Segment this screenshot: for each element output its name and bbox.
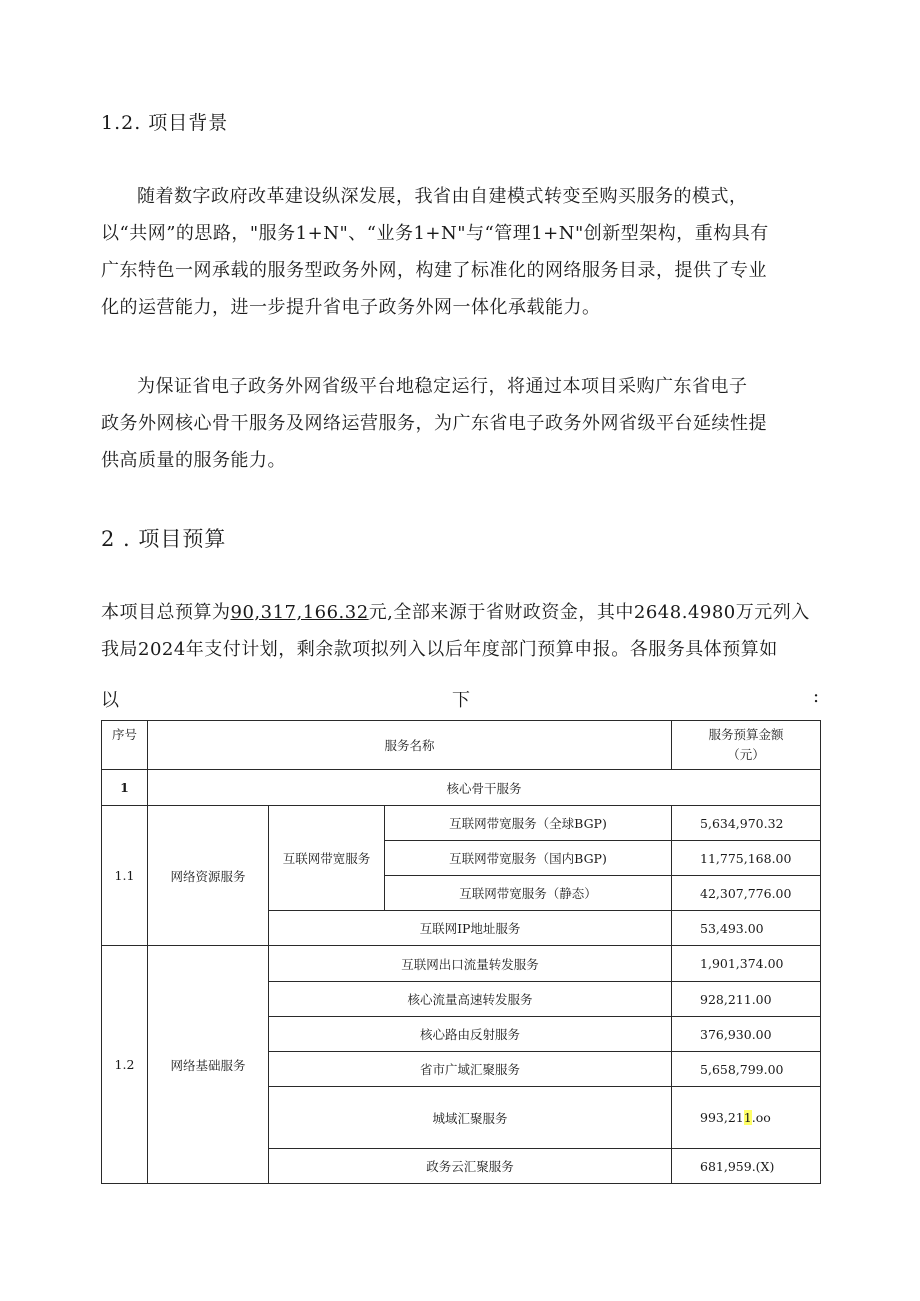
row-subcategory: 互联网带宽服务 [269, 806, 385, 911]
background-paragraph-1 [101, 178, 821, 326]
row-amount: 5,634,970.32 [672, 806, 821, 841]
table-header-row [102, 721, 821, 770]
row-seq: 1 [102, 770, 148, 806]
row-amount: 11,775,168.00 [672, 841, 821, 876]
row-amount: 376,930.00 [672, 1017, 821, 1052]
text-fragment: : [813, 686, 820, 707]
row-amount: 928,211.00 [672, 982, 821, 1017]
text-line: 政务外网核心骨干服务及网络运营服务，为广东省电子政务外网省级平台延续性提 [101, 413, 767, 434]
row-service-name: 政务云汇聚服务 [269, 1149, 672, 1184]
row-service-name: 城域汇聚服务 [269, 1087, 672, 1149]
table-row [102, 770, 821, 806]
text-line: 我局2024年支付计划，剩余款项拟列入以后年度部门预算申报。各服务具体预算如 [101, 639, 778, 660]
section-heading-1-2: 1.2. 项目背景 [101, 112, 229, 134]
row-service-name: 互联网出口流量转发服务 [269, 946, 672, 982]
header-service-name: 服务名称 [148, 721, 672, 770]
highlighted-digit: 1 [743, 1110, 752, 1125]
budget-prefix: 本项目总预算为 [101, 602, 231, 623]
row-service-name: 互联网带宽服务（静态） [385, 876, 672, 911]
row-service-name: 核心流量高速转发服务 [269, 982, 672, 1017]
text-line: 为保证省电子政务外网省级平台地稳定运行，将通过本项目采购广东省电子 [137, 376, 748, 397]
amount-part: .oo [751, 1110, 771, 1125]
row-group-name: 核心骨干服务 [148, 770, 821, 806]
text-line [101, 594, 821, 631]
row-service-name: 互联网IP地址服务 [269, 911, 672, 946]
header-seq: 序号 [102, 721, 148, 770]
text-line: 供高质量的服务能力。 [101, 450, 286, 471]
row-service-name: 核心路由反射服务 [269, 1017, 672, 1052]
text-fragment: 下 [452, 690, 470, 711]
table-row [102, 806, 821, 841]
row-category: 网络基础服务 [148, 946, 269, 1184]
table-row [102, 946, 821, 982]
row-seq: 1.2 [102, 946, 148, 1184]
budget-rest: 元,全部来源于省财政资金，其中2648.4980万元列入 [368, 602, 810, 623]
text-fragment: 以 [101, 690, 119, 711]
text-line: 广东特色一网承载的服务型政务外网，构建了标准化的网络服务目录，提供了专业 [101, 260, 767, 281]
budget-line-3 [101, 686, 821, 716]
row-amount: 5,658,799.00 [672, 1052, 821, 1087]
text-line: 随着数字政府改革建设纵深发展，我省由自建模式转变至购买服务的模式， [137, 186, 748, 207]
row-seq: 1.1 [102, 806, 148, 946]
total-budget: 90,317,166.32 [230, 602, 369, 623]
row-amount: 681,959.(X) [672, 1149, 821, 1184]
row-service-name: 省市广域汇聚服务 [269, 1052, 672, 1087]
header-amount: 服务预算金额 （元） [672, 721, 821, 770]
amount-part: 993,21 [700, 1110, 744, 1125]
row-amount [672, 1087, 821, 1149]
budget-paragraph [101, 594, 821, 668]
row-service-name: 互联网带宽服务（全球BGP) [385, 806, 672, 841]
text-line: 化的运营能力，进一步提升省电子政务外网一体化承载能力。 [101, 297, 601, 318]
text-line: 以“共网”的思路，"服务1+N"、“业务1+N"与“管理1+N"创新型架构，重构具有 [101, 223, 769, 244]
section-heading-2: 2 . 项目预算 [101, 527, 227, 551]
row-amount: 42,307,776.00 [672, 876, 821, 911]
background-paragraph-2 [101, 368, 821, 479]
row-amount: 53,493.00 [672, 911, 821, 946]
row-category: 网络资源服务 [148, 806, 269, 946]
row-service-name: 互联网带宽服务（国内BGP) [385, 841, 672, 876]
row-amount: 1,901,374.00 [672, 946, 821, 982]
budget-table [101, 720, 821, 1184]
